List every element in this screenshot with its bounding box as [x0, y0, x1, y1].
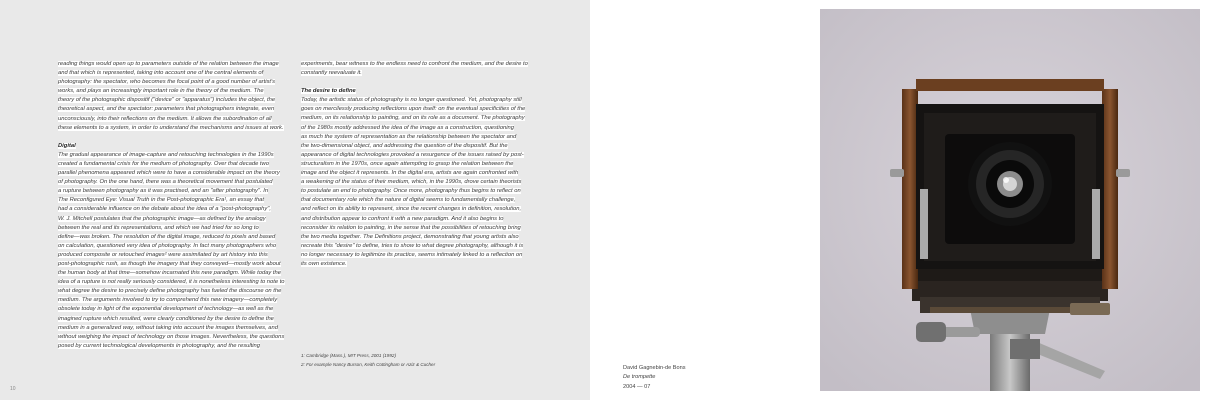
paragraph-continued — [301, 60, 537, 78]
paragraph-digital — [58, 151, 290, 351]
footnote-2: 2: For example Nancy Burson, Keith Cottingham or Aziz & Cucher — [301, 362, 436, 367]
text-line: posed by current technological developments in photography, and the resulting — [58, 342, 260, 349]
text-line: on calculation, questioned very idea of photography. In fact many photographers who — [58, 242, 277, 249]
text-line: between the real and its representations, and which we had tried for so long to — [58, 224, 259, 231]
text-line: of photography. On the one hand, there was a theoretical movement that postulated — [58, 179, 273, 186]
text-line: had a considerable influence on the debate about the idea of a "post-photography", — [58, 206, 271, 213]
text-line: post-photographic rush, as though the imagery that they conveyed—mostly work about — [58, 260, 281, 267]
text-line: created a fundamental crisis for the medium of photography. Over that decade two — [58, 160, 269, 167]
text-line: reconsider its relation to painting, in the sense that the possibilities of retouching bring — [301, 224, 521, 231]
text-line: a rupture between photography as it was practised, and an "after photography". In — [58, 188, 269, 195]
text-line: photography: the spectator, who becomes the focal point of a good number of artist's — [58, 79, 276, 86]
text-line: the two media together. The Definitions project, demonstrating that young artists also — [301, 233, 519, 240]
text-line: Today, the artistic status of photography is no longer questioned. Yet, photography still — [301, 97, 522, 104]
photo-caption — [623, 364, 686, 392]
text-line: idea of a rupture is not really seriously considered, it is nonetheless interesting to note to — [58, 279, 285, 286]
camera-photograph — [820, 9, 1200, 391]
text-line: works, and plays an increasingly important role in the theory of the medium. The — [58, 88, 264, 95]
text-line: The Reconfigured Eye: Visual Truth in the Post-photographic Era¹, an essay that — [58, 197, 265, 204]
text-line: theoretical aspect, and the spectator: parameters that photographers integrate, even — [58, 106, 275, 113]
text-line: image and the object it represents. In the digital era, artists are again confronted with — [301, 170, 519, 177]
text-line: W. J. Mitchell postulates that the photographic image—as defined by the analogy — [58, 215, 266, 222]
text-line: parallel phenomena appeared which were to have a considerable impact on the theory — [58, 170, 280, 177]
text-line: and reflect on its ability to represent, since the recent changes in definition, resolution, — [301, 206, 522, 213]
text-line: theory of the photographic dispositif ("device" or "apparatus") includes the object, the — [58, 97, 276, 104]
text-line: define—was broken. The resolution of the digital image, reduced to pixels and based — [58, 233, 276, 240]
text-line: of the 1980s mostly addressed the idea of the image as a construction, questioning — [301, 124, 515, 131]
section-heading-digital: Digital — [58, 142, 76, 149]
camera-body — [890, 79, 1130, 315]
footnotes — [301, 351, 531, 369]
caption-year: 2004 — 07 — [623, 383, 651, 390]
text-column-right — [301, 60, 537, 269]
text-line: constantly reevaluate it. — [301, 70, 362, 77]
text-line: unconsciously, into their reflections on the medium. It allows the subordination of all — [58, 115, 272, 122]
text-line: experiments, bear witness to the endless need to confront the medium, and the desire to — [301, 61, 528, 67]
text-line: appearance of digital technologies provoked a resurgence of the issues raised by post- — [301, 151, 524, 158]
text-line: without weighing the impact of technology on those images. Nevertheless, the questions — [58, 333, 285, 340]
text-line: medium in a generalized way, without taking into account the images themselves, and — [58, 324, 278, 331]
page-number: 10 — [10, 386, 16, 392]
text-line: these elements to a system, in order to understand the mechanisms and issues at work. — [58, 124, 284, 131]
text-line: goes on mercilessly producing reflections upon itself: on the eventual specificities of the — [301, 106, 526, 113]
text-line: and distribution appear to confront it with a new paradigm. And it also begins to — [301, 215, 504, 222]
text-column-left — [58, 60, 290, 351]
text-line: The gradual appearance of image-capture and retouching technologies in the 1990s — [58, 151, 274, 158]
text-line: a weakening of the status of their medium, which, in the 1990s, drove certain theorists — [301, 179, 522, 186]
text-line: imagined rupture which resulted, were clearly conditioned by the desire to define the — [58, 315, 274, 322]
text-line: as much the system of representation as the relationship between the spectator and — [301, 133, 517, 140]
caption-title: De trompette — [623, 374, 656, 381]
text-line: what degree the desire to precisely define photography has fueled the discourse on the — [58, 288, 282, 295]
text-line: recreate this "desire" to define, tries to show to what degree photography, although it is — [301, 242, 524, 249]
text-line: produced composite or retouched images² were assimilated by art history into this — [58, 251, 268, 258]
paragraph-desire — [301, 96, 537, 269]
text-line: reading things would open up to parameters outside of the relation between the image — [58, 61, 279, 67]
text-line: obsolete today in light of the exponential development of technology—as well as the — [58, 306, 274, 313]
text-line: medium. The arguments involved to try to comprehend this new imagery—completely — [58, 297, 278, 304]
text-line: that documentary role which the nature of digital seems to fundamentally challenge, — [301, 197, 516, 204]
text-line: its own existence. — [301, 260, 347, 267]
text-line: medium, on its relationship to painting, and on its role as a document. The photography — [301, 115, 525, 122]
left-page — [0, 0, 590, 400]
caption-artist: David Gagnebin-de Bons — [623, 365, 686, 371]
text-line: the two-dimensional object, and addressing the question of the dispositif. But the — [301, 142, 508, 149]
text-line: no longer necessary to legitimize its practice, seems intimately linked to a reflection on — [301, 251, 523, 258]
footnote-1: 1: Cambridge (Mass.), MIT Press, 2001 (1992) — [301, 353, 396, 358]
text-line: the human body at that time—somehow incarnated this new paradigm. While today the — [58, 270, 281, 277]
paragraph-intro — [58, 60, 290, 133]
text-line: and that which is represented, taking into account one of the central elements of — [58, 70, 264, 77]
section-heading-desire: The desire to define — [301, 88, 356, 95]
text-line: structuralism in the 1970s, once again attempting to grasp the relation between the — [301, 160, 514, 167]
text-line: to postulate an end to photography. Once more, photography thus begins to reflect on — [301, 188, 521, 195]
